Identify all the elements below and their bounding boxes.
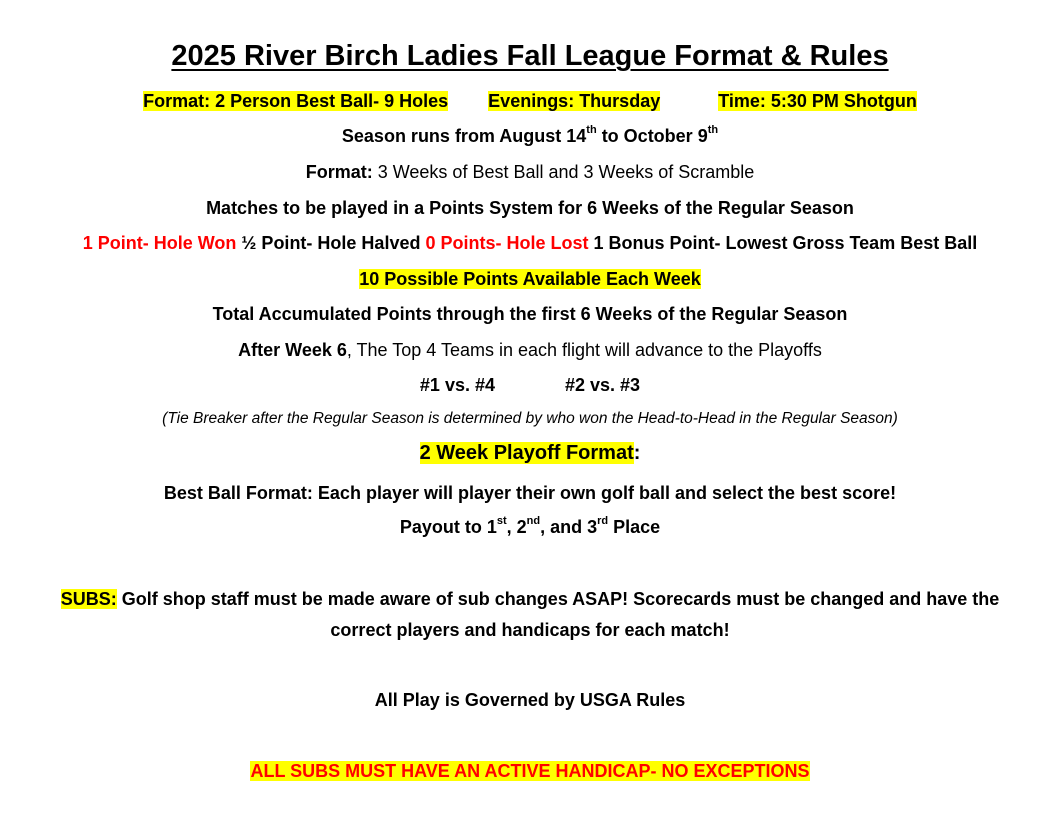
matchup-1-4: #1 vs. #4 <box>419 375 495 395</box>
points-halved: ½ Point- Hole Halved <box>236 233 426 253</box>
points-lost: 0 Points- Hole Lost <box>425 233 589 253</box>
payout-sup-2: nd <box>526 515 541 527</box>
payout-sup-3: rd <box>597 515 609 527</box>
after-week-text: , The Top 4 Teams in each flight will advance to the Playoffs <box>346 340 822 360</box>
after-week-label: After Week 6 <box>238 340 347 360</box>
payout-line <box>0 515 1060 539</box>
matchup-2-3: #2 vs. #3 <box>565 375 641 395</box>
header-info-line <box>0 89 1060 113</box>
format-highlight: Format: 2 Person Best Ball- 9 Holes <box>143 91 449 111</box>
payout-suffix: Place <box>608 517 661 537</box>
best-ball-line: Best Ball Format: Each player will player their own golf ball and select the best score! <box>163 483 897 503</box>
time-highlight: Time: 5:30 PM Shotgun <box>718 91 917 111</box>
usga-line: All Play is Governed by USGA Rules <box>374 690 686 710</box>
format-text: 3 Weeks of Best Ball and 3 Weeks of Scramble <box>372 162 755 182</box>
payout-part-2: , 2 <box>506 517 527 537</box>
after-week-line <box>0 338 1060 362</box>
season-sup-2: th <box>707 124 719 136</box>
playoff-colon: : <box>633 442 641 464</box>
possible-points-line <box>0 267 1060 291</box>
format-label: Format: <box>305 162 373 182</box>
points-line <box>0 231 1060 255</box>
season-sup-1: th <box>586 124 597 136</box>
subs-line-2: correct players and handicaps for each match! <box>330 620 730 640</box>
total-points-line: Total Accumulated Points through the first 6 Weeks of the Regular Season <box>212 304 848 324</box>
subs-line-1 <box>0 587 1060 611</box>
evenings-highlight: Evenings: Thursday <box>488 91 661 111</box>
warning-line <box>0 759 1060 783</box>
playoff-highlight: 2 Week Playoff Format <box>419 442 634 464</box>
payout-sup-1: st <box>496 515 507 527</box>
season-dates <box>0 124 1060 148</box>
playoff-matchups <box>0 373 1060 397</box>
warning-highlight: ALL SUBS MUST HAVE AN ACTIVE HANDICAP- NO EXCEPTIONS <box>250 761 810 781</box>
payout-part-3: , and 3 <box>540 517 598 537</box>
points-won: 1 Point- Hole Won <box>82 233 237 253</box>
possible-points-highlight: 10 Possible Points Available Each Week <box>359 269 701 289</box>
points-bonus: 1 Bonus Point- Lowest Gross Team Best Ball <box>588 233 978 253</box>
season-prefix: Season runs from August 14 <box>341 126 587 146</box>
subs-label: SUBS: <box>60 589 117 609</box>
season-middle: to October 9 <box>596 126 708 146</box>
subs-text-1: Golf shop staff must be made aware of sub changes ASAP! Scorecards must be changed and have the <box>116 589 1000 609</box>
tie-breaker-note: (Tie Breaker after the Regular Season is determined by who won the Head-to-Head in the Regular Season) <box>162 410 898 427</box>
page-title: 2025 River Birch Ladies Fall League Format & Rules <box>171 40 889 72</box>
payout-prefix: Payout to 1 <box>399 517 497 537</box>
playoff-format-heading <box>0 441 1060 465</box>
format-line <box>0 160 1060 184</box>
matches-line: Matches to be played in a Points System for 6 Weeks of the Regular Season <box>206 198 854 218</box>
